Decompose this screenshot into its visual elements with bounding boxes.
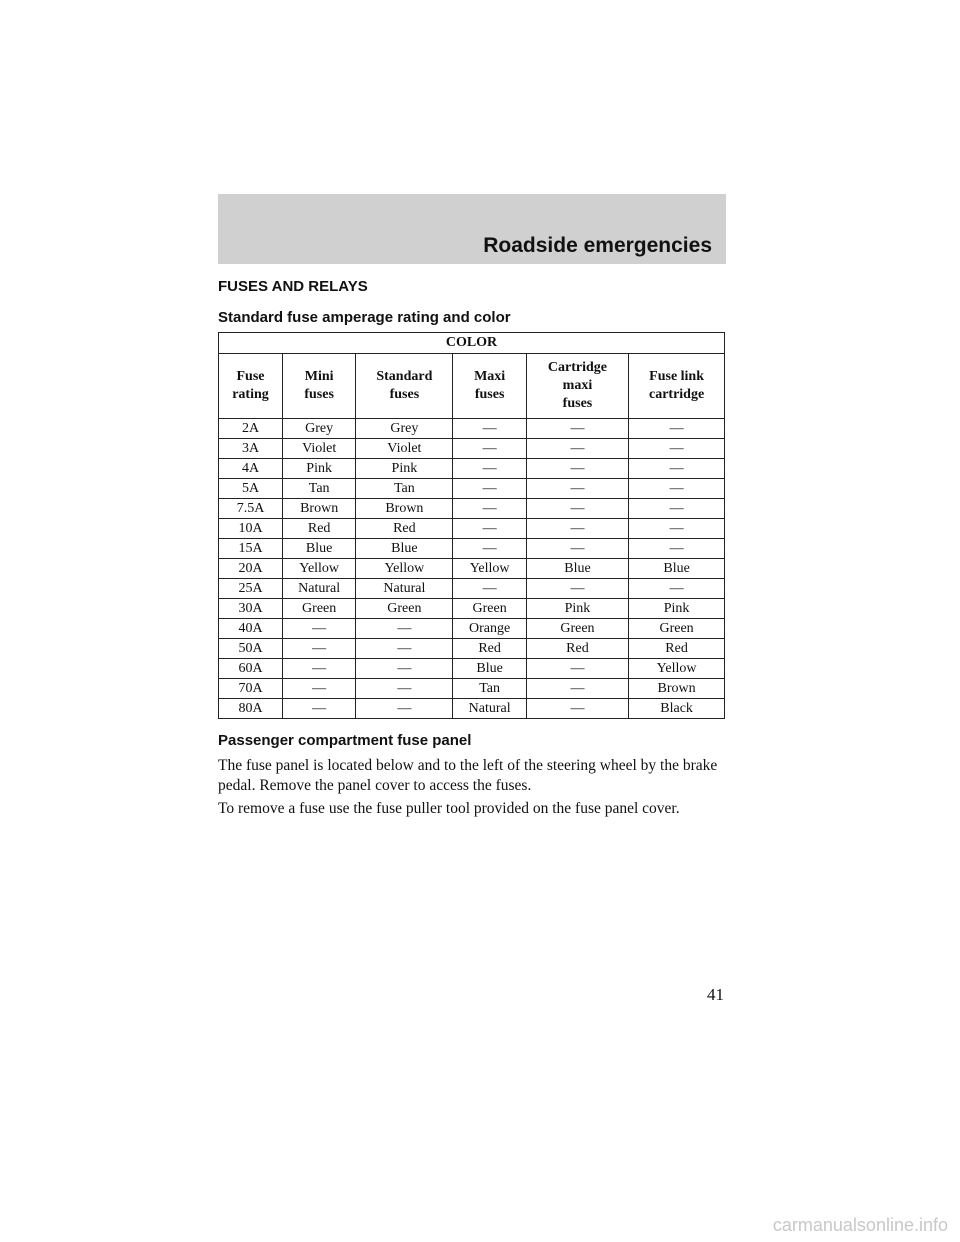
table-cell: Pink <box>629 599 725 619</box>
table-cell: Natural <box>283 579 356 599</box>
table-cell: — <box>453 479 526 499</box>
table-row <box>219 659 725 679</box>
table-cell: — <box>526 659 628 679</box>
table-cell: Brown <box>356 499 453 519</box>
table-cell: — <box>526 579 628 599</box>
table-cell: 10A <box>219 519 283 539</box>
color-group-header: COLOR <box>219 333 725 354</box>
table-cell: — <box>629 519 725 539</box>
table-row <box>219 459 725 479</box>
table-cell: — <box>526 699 628 719</box>
column-header-line: Fuse <box>236 369 265 384</box>
table-cell: Red <box>526 639 628 659</box>
column-header <box>219 354 283 419</box>
table-cell: — <box>629 499 725 519</box>
table-cell: 60A <box>219 659 283 679</box>
column-header-line: fuses <box>389 387 420 402</box>
table-row <box>219 599 725 619</box>
table-cell: Grey <box>283 419 356 439</box>
column-header-line: fuses <box>562 396 593 411</box>
table-cell: — <box>526 459 628 479</box>
table-cell: — <box>453 519 526 539</box>
section-heading: FUSES AND RELAYS <box>218 278 368 295</box>
table-row <box>219 419 725 439</box>
table-cell: 4A <box>219 459 283 479</box>
table-cell: — <box>283 699 356 719</box>
table-heading: Standard fuse amperage rating and color <box>218 309 511 326</box>
watermark: carmanualsonline.info <box>772 1215 948 1235</box>
table-row <box>219 699 725 719</box>
table-row <box>219 499 725 519</box>
table-cell: Pink <box>356 459 453 479</box>
table-cell: — <box>283 679 356 699</box>
column-header <box>453 354 526 419</box>
column-header <box>356 354 453 419</box>
column-header-line: Standard <box>376 369 433 384</box>
table-cell: Pink <box>283 459 356 479</box>
table-cell: Blue <box>526 559 628 579</box>
table-cell: Tan <box>283 479 356 499</box>
table-cell: — <box>526 419 628 439</box>
column-header <box>526 354 628 419</box>
table-row <box>219 479 725 499</box>
table-cell: Red <box>453 639 526 659</box>
table-cell: 3A <box>219 439 283 459</box>
table-cell: 5A <box>219 479 283 499</box>
section-header-title: Roadside emergencies <box>483 234 712 257</box>
table-cell: — <box>356 659 453 679</box>
table-cell: Red <box>283 519 356 539</box>
table-group-header-row <box>219 333 725 354</box>
table-cell: 80A <box>219 699 283 719</box>
table-cell: — <box>453 439 526 459</box>
column-header-line: cartridge <box>648 387 705 402</box>
fuse-panel-location-paragraph: The fuse panel is located below and to the left of the steering wheel by the brake pedal. Remove the panel cover to access the fuses. <box>218 757 718 794</box>
table-cell: 40A <box>219 619 283 639</box>
table-cell: — <box>453 579 526 599</box>
table-cell: — <box>283 659 356 679</box>
table-cell: — <box>356 619 453 639</box>
table-cell: 20A <box>219 559 283 579</box>
table-column-header-row <box>219 354 725 419</box>
table-cell: 15A <box>219 539 283 559</box>
column-header-line: Mini <box>304 369 334 384</box>
column-header-line: fuses <box>304 387 334 402</box>
table-row <box>219 439 725 459</box>
table-cell: Blue <box>356 539 453 559</box>
table-cell: Violet <box>356 439 453 459</box>
table-cell: — <box>356 699 453 719</box>
table-cell: Blue <box>453 659 526 679</box>
table-cell: — <box>453 539 526 559</box>
column-header-line: fuses <box>474 387 505 402</box>
column-header-line: Maxi <box>474 369 506 384</box>
page-number: 41 <box>707 985 724 1004</box>
table-cell: Green <box>629 619 725 639</box>
table-cell: Green <box>453 599 526 619</box>
table-cell: — <box>526 679 628 699</box>
table-cell: 50A <box>219 639 283 659</box>
table-cell: Red <box>356 519 453 539</box>
table-cell: — <box>283 639 356 659</box>
table-row <box>219 679 725 699</box>
table-cell: — <box>453 459 526 479</box>
column-header-line: Cartridge <box>547 360 607 375</box>
column-header-line: Fuse link <box>649 369 705 384</box>
table-cell: Violet <box>283 439 356 459</box>
table-cell: — <box>629 539 725 559</box>
column-header-line: maxi <box>562 378 593 393</box>
table-cell: 2A <box>219 419 283 439</box>
table-cell: — <box>356 639 453 659</box>
table-cell: Red <box>629 639 725 659</box>
table-cell: Green <box>283 599 356 619</box>
table-cell: Green <box>526 619 628 639</box>
table-cell: Grey <box>356 419 453 439</box>
table-cell: Orange <box>453 619 526 639</box>
table-cell: — <box>453 499 526 519</box>
table-cell: — <box>526 519 628 539</box>
table-cell: — <box>629 439 725 459</box>
table-cell: — <box>526 539 628 559</box>
column-header <box>283 354 356 419</box>
section-header-bar <box>218 194 726 264</box>
table-cell: — <box>526 479 628 499</box>
table-cell: 30A <box>219 599 283 619</box>
table-cell: Yellow <box>356 559 453 579</box>
table-cell: — <box>453 419 526 439</box>
table-cell: — <box>356 679 453 699</box>
column-header-line: rating <box>232 387 269 402</box>
table-cell: Yellow <box>629 659 725 679</box>
table-row <box>219 579 725 599</box>
table-cell: Green <box>356 599 453 619</box>
table-cell: Natural <box>453 699 526 719</box>
table-cell: — <box>526 499 628 519</box>
table-cell: Blue <box>629 559 725 579</box>
table-cell: Brown <box>629 679 725 699</box>
table-cell: Blue <box>283 539 356 559</box>
table-cell: Black <box>629 699 725 719</box>
table-cell: Yellow <box>453 559 526 579</box>
table-cell: — <box>629 419 725 439</box>
table-cell: Natural <box>356 579 453 599</box>
table-row <box>219 619 725 639</box>
table-row <box>219 539 725 559</box>
table-row <box>219 559 725 579</box>
table-cell: Pink <box>526 599 628 619</box>
table-cell: Brown <box>283 499 356 519</box>
table-cell: 25A <box>219 579 283 599</box>
table-cell: — <box>629 479 725 499</box>
table-cell: Tan <box>356 479 453 499</box>
table-cell: Tan <box>453 679 526 699</box>
table-cell: — <box>526 439 628 459</box>
table-cell: — <box>629 579 725 599</box>
passenger-fuse-panel-heading: Passenger compartment fuse panel <box>218 732 472 749</box>
fuse-color-table <box>218 332 725 719</box>
table-cell: 7.5A <box>219 499 283 519</box>
table-cell: 70A <box>219 679 283 699</box>
table-row <box>219 639 725 659</box>
column-header <box>629 354 725 419</box>
table-body <box>219 419 725 719</box>
table-cell: — <box>283 619 356 639</box>
table-cell: Yellow <box>283 559 356 579</box>
table-row <box>219 519 725 539</box>
fuse-removal-paragraph: To remove a fuse use the fuse puller tool provided on the fuse panel cover. <box>218 800 680 817</box>
table-cell: — <box>629 459 725 479</box>
